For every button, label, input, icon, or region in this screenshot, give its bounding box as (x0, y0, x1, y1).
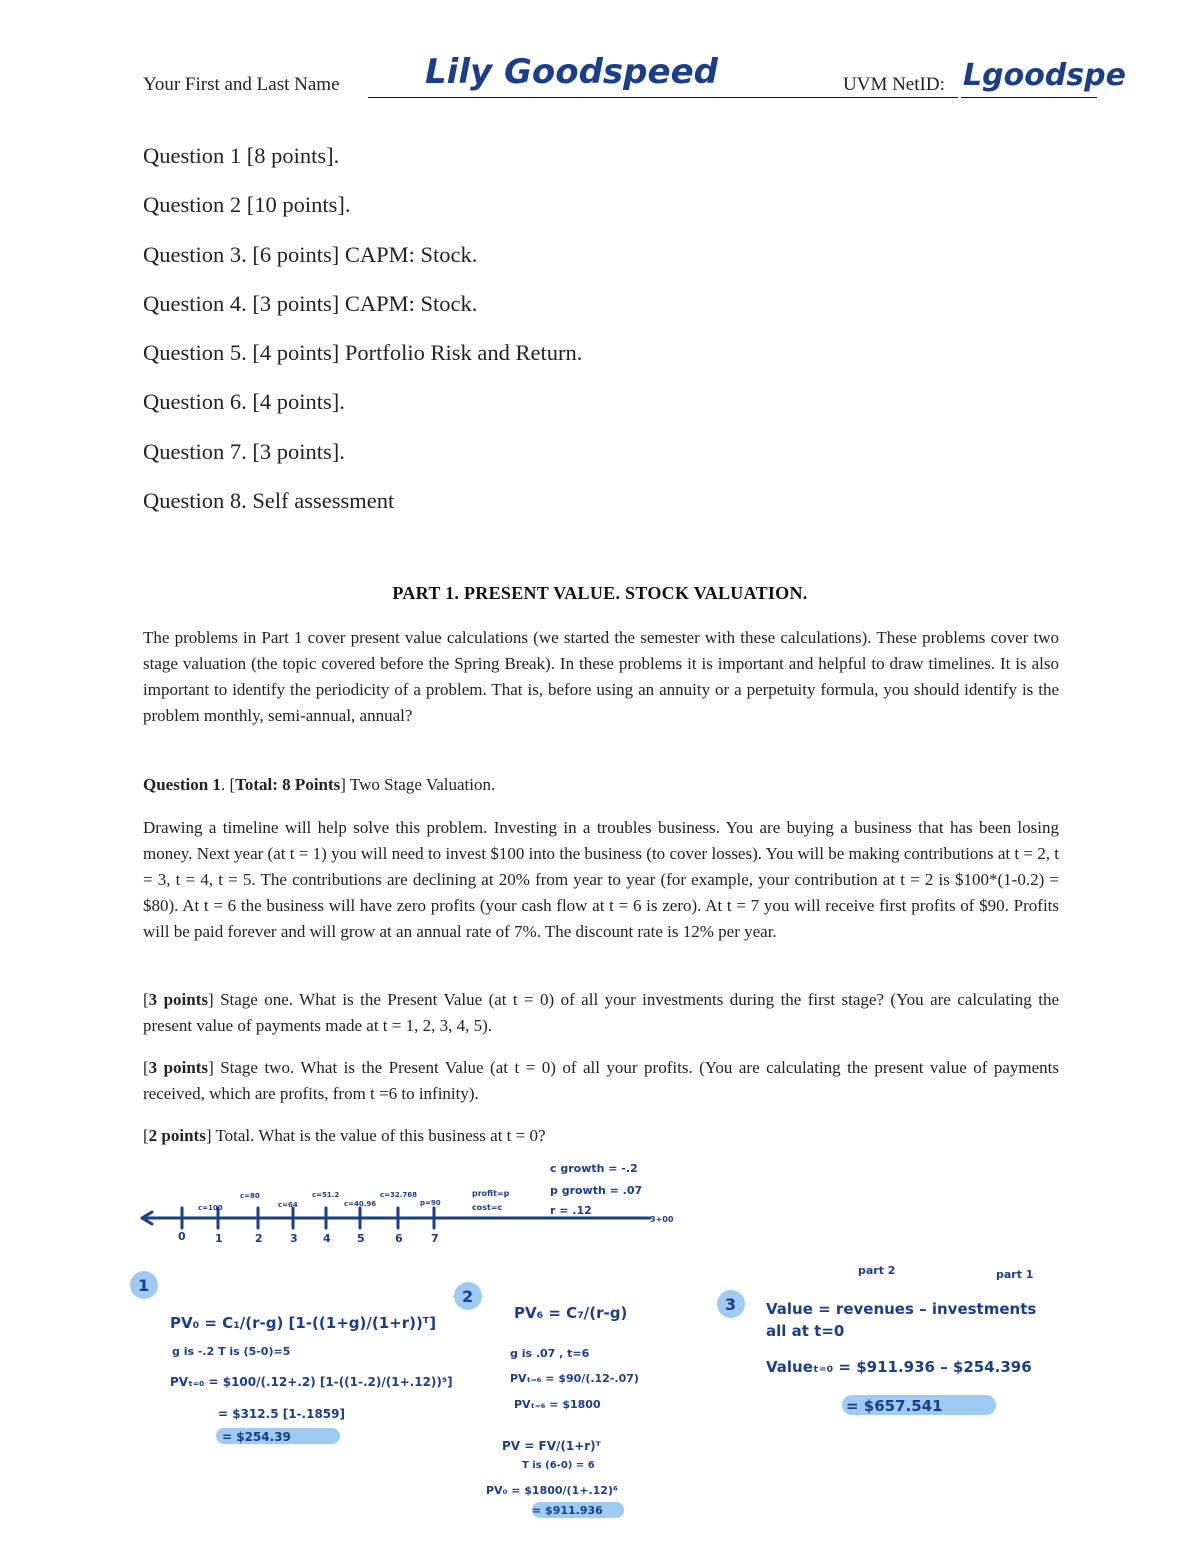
timeline-tick: 0 (178, 1230, 186, 1243)
work-line: T is (6-0) = 6 (522, 1460, 595, 1471)
question-list-item: Question 6. [4 points]. (143, 389, 345, 415)
work-line: g is .07 , t=6 (510, 1347, 590, 1360)
work-line: PV = FV/(1+r)ᵀ (502, 1439, 601, 1453)
name-label: Your First and Last Name (143, 74, 340, 95)
netid-underline (961, 96, 1097, 98)
name-underline (368, 96, 958, 98)
work-line: = $312.5 [1-.1859] (218, 1407, 345, 1421)
timeline-note: c=100 (198, 1204, 223, 1212)
work-line: Value = revenues – investments (766, 1300, 1037, 1318)
question1-heading: Question 1. [Total: 8 Points] Two Stage Valuation. (143, 775, 496, 794)
part-intro: The problems in Part 1 cover present value calculations (we started the semester with these calculations). These problems cover two stage valuation (the topic covered before the Spring Break). In these problems it is important and helpful to draw timelines. It is also important to identify the periodicity of a problem. That is, before using an annuity or a perpetuity formula, you should identify is the problem monthly, semi-annual, annual? (143, 628, 1059, 725)
timeline-note: c=40.96 (344, 1200, 377, 1208)
question-list-item: Question 7. [3 points]. (143, 438, 345, 464)
work-part1 (130, 1271, 453, 1444)
work-part2-number: 2 (462, 1287, 474, 1306)
timeline-tick: 5 (357, 1232, 365, 1245)
work-line: g is -.2 T is (5-0)=5 (172, 1345, 291, 1358)
work-line: PV₀ = C₁/(r-g) [1-((1+g)/(1+r))ᵀ] (170, 1314, 437, 1332)
timeline-note: p=90 (420, 1199, 441, 1207)
part-title: PART 1. PRESENT VALUE. STOCK VALUATION. (392, 583, 808, 603)
question1-total: Total: 8 Points (235, 775, 341, 794)
part-b-points: 3 points (148, 1058, 209, 1077)
work-part1-number: 1 (138, 1276, 150, 1295)
question1-body: Drawing a timeline will help solve this problem. Investing in a troubles business. You are buying a business that has been losing money. Next year (at t = 1) you will need to invest $100 into the business (to cover losses). You will be making contributions at t = 2, t = 3, t = 4, t = 5. The contributions are declining at 20% from year to year (for example, your contribution at t = 2 is $100*(1-0.2) = $80). At t = 6 the business will have zero profits (your cash flow at t = 6 is zero). At t = 7 you will receive first profits of $90. Profits will be paid forever and will grow at an annual rate of 7%. The discount rate is 12% per year. (143, 818, 1059, 941)
part-b-text: Stage two. What is the Present Value (at t = 0) of all your profits. (You are calculating the present value of payments received, which are profits, from t =6 to infinity). (143, 1058, 1059, 1103)
timeline-note: r = .12 (550, 1204, 592, 1217)
work-part3-number: 3 (725, 1295, 737, 1314)
work-line: PV₆ = C₇/(r-g) (514, 1304, 628, 1322)
question1-label: Question 1 (143, 775, 221, 794)
timeline-note: c=80 (240, 1192, 260, 1200)
handwritten-work (130, 1150, 1090, 1550)
work-line: part 2 (858, 1264, 896, 1277)
part-c-points: 2 points (148, 1126, 206, 1145)
timeline-tick: 4 (323, 1232, 331, 1245)
timeline-note: c growth = -.2 (550, 1162, 638, 1175)
question-list-item: Question 4. [3 points] CAPM: Stock. (143, 290, 478, 316)
name-signature: Lily Goodspeed (425, 52, 718, 92)
question-list-item: Question 3. [6 points] CAPM: Stock. (143, 241, 478, 267)
work-part3 (717, 1264, 1036, 1415)
timeline-note: cost=c (472, 1203, 503, 1212)
work-line: PVₜ₌₆ = $90/(.12-.07) (510, 1372, 639, 1385)
question1-part-c: [2 points] Total. What is the value of this business at t = 0? (143, 1126, 546, 1145)
timeline-tick: 2 (255, 1232, 263, 1245)
timeline-note: c=32.768 (380, 1191, 418, 1199)
work-line: PVₜ₌₀ = $100/(.12+.2) [1-((1-.2)/(1+.12))⁵] (170, 1375, 453, 1389)
student-header (143, 52, 1126, 108)
work-line: = $657.541 (846, 1397, 943, 1415)
work-line: part 1 (996, 1268, 1034, 1281)
timeline-tick: 6 (395, 1232, 403, 1245)
netid-label: UVM NetID: (843, 74, 945, 95)
work-line: PVₜ₌₆ = $1800 (514, 1398, 601, 1411)
question-list-item: Question 8. Self assessment (143, 488, 395, 514)
question-list (143, 141, 582, 535)
question1-title: Two Stage Valuation. (349, 775, 496, 794)
timeline-tick: 1 (215, 1232, 223, 1245)
timeline-note: 3+00 (650, 1215, 674, 1224)
question-list-item: Question 5. [4 points] Portfolio Risk and Return. (143, 340, 583, 366)
work-line: all at t=0 (766, 1322, 845, 1340)
netid-signature: Lgoodspe (963, 58, 1126, 93)
timeline-note: profit=p (472, 1189, 510, 1198)
timeline-note: p growth = .07 (550, 1184, 643, 1197)
work-part2 (454, 1282, 639, 1518)
timeline-note: c=51.2 (312, 1191, 340, 1199)
part-c-text: Total. What is the value of this business at t = 0? (215, 1126, 546, 1145)
work-line: = $254.39 (222, 1430, 291, 1444)
part-a-text: Stage one. What is the Present Value (at t = 0) of all your investments during the first stage? (You are calculating the present value of payments made at t = 1, 2, 3, 4, 5). (143, 990, 1059, 1035)
timeline (142, 1162, 674, 1245)
work-line: Valueₜ₌₀ = $911.936 – $254.396 (766, 1358, 1032, 1376)
timeline-tick: 7 (431, 1232, 439, 1245)
work-line: PV₀ = $1800/(1+.12)⁶ (486, 1484, 618, 1497)
timeline-tick: 3 (290, 1232, 298, 1245)
question1-part-b: [3 points] Stage two. What is the Present Value (at t = 0) of all your profits. (You are calculating the present value of payments received, which are profits, from t =6 to infinity). (143, 1058, 1059, 1103)
work-line: = $911.936 (532, 1504, 603, 1517)
question-list-item: Question 2 [10 points]. (143, 192, 351, 218)
question-list-item: Question 1 [8 points]. (143, 143, 340, 168)
question1-part-a: [3 points] Stage one. What is the Present Value (at t = 0) of all your investments during the first stage? (You are calculating the present value of payments made at t = 1, 2, 3, 4, 5). (143, 990, 1059, 1035)
timeline-note: c=64 (278, 1201, 298, 1209)
part-a-points: 3 points (148, 990, 208, 1009)
